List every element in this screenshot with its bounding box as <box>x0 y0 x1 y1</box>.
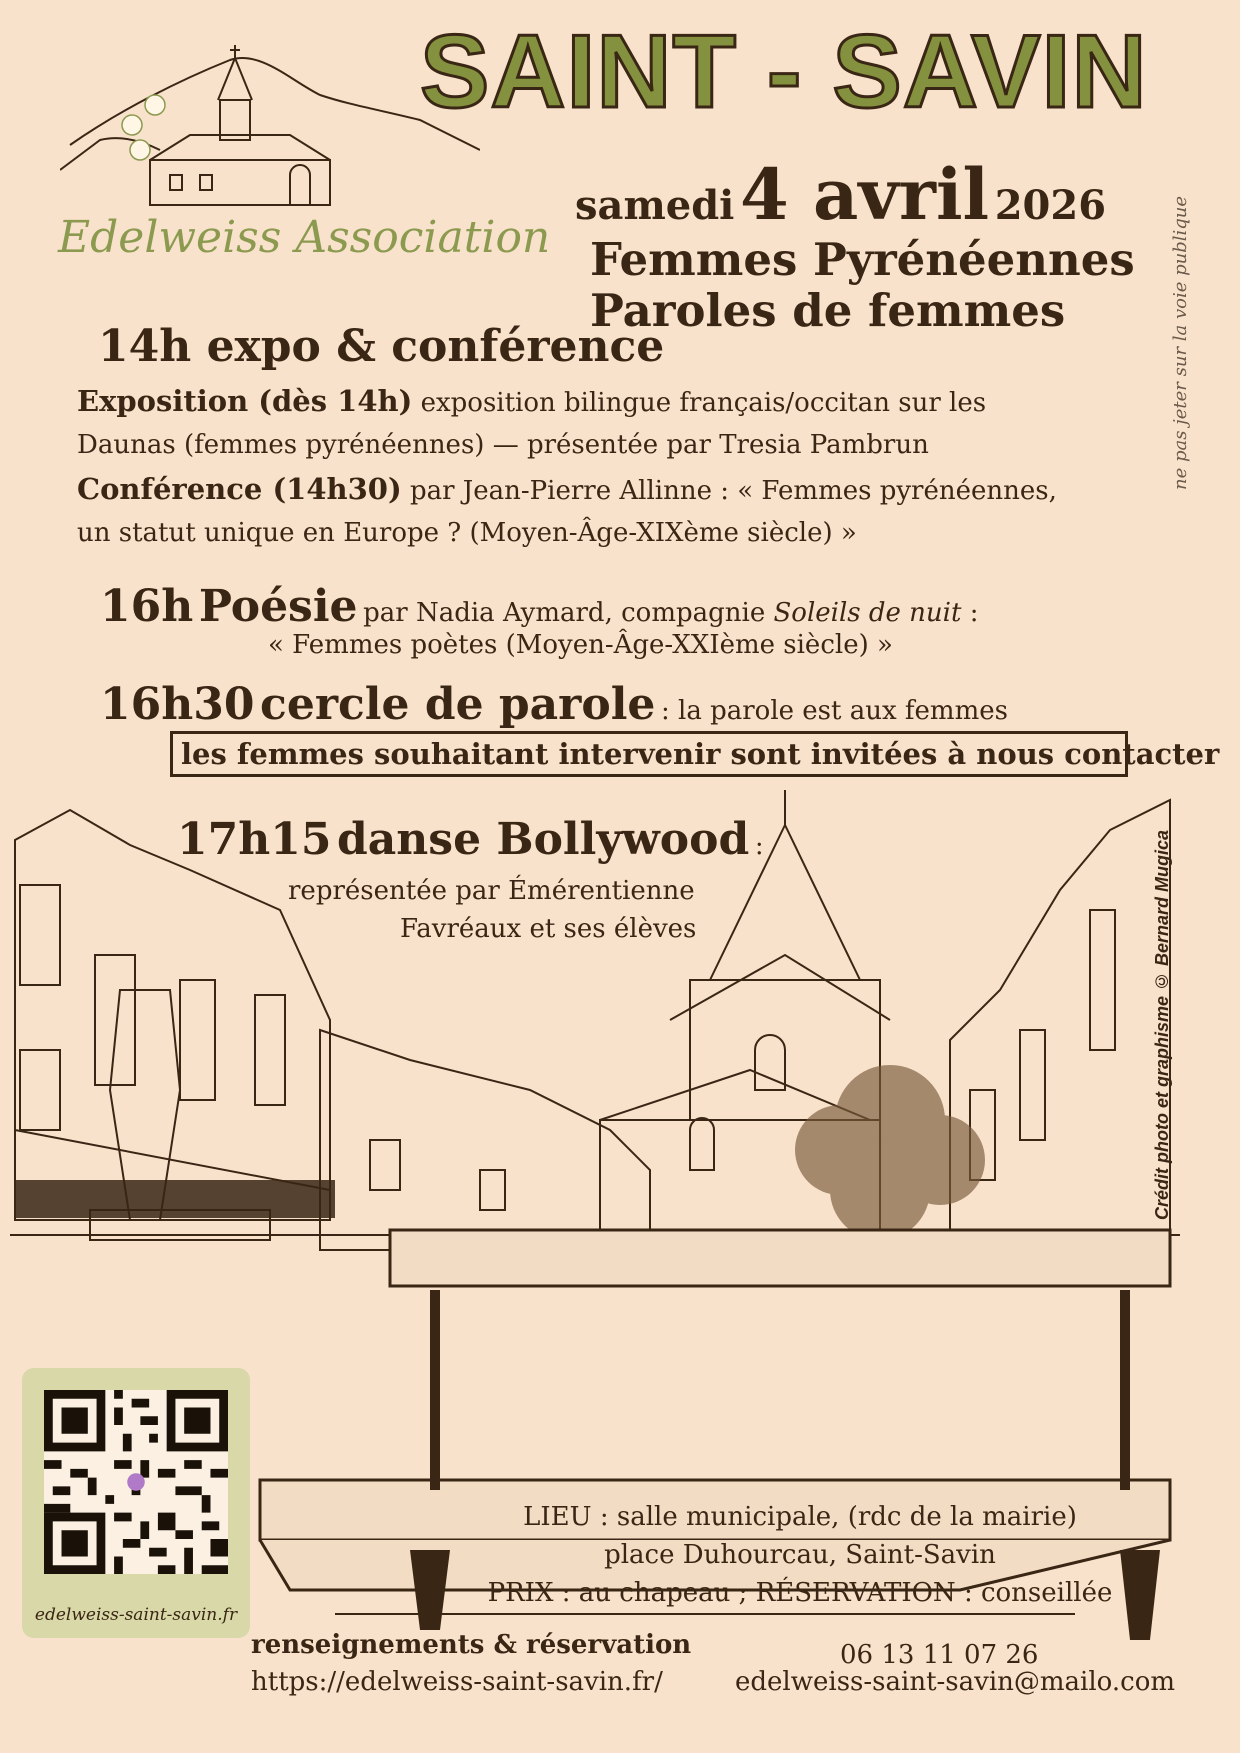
section-16h-time: 16h <box>100 581 194 632</box>
info-label: renseignements & réservation <box>251 1630 692 1660</box>
subtitle-1: Femmes Pyrénéennes <box>590 233 1135 286</box>
poesie-company: Soleils de nuit <box>773 598 962 628</box>
section-16h30-text: : la parole est aux femmes <box>661 696 1008 726</box>
conf-line-1 <box>77 472 1057 506</box>
phone-number[interactable]: 06 13 11 07 26 <box>840 1640 1039 1670</box>
conf-text-2: un statut unique en Europe ? (Moyen-Âge-XIXème siècle) » <box>77 518 857 548</box>
section-14h-title: expo & conférence <box>206 321 665 372</box>
poesie-by: par Nadia Aymard, compagnie <box>363 598 766 628</box>
photo-credit: Crédit photo et graphisme © Bernard Mugica <box>1152 829 1172 1220</box>
event-date <box>575 153 1107 236</box>
poesie-subtitle: « Femmes poètes (Moyen-Âge-XXIème siècle) » <box>268 630 893 660</box>
section-16h-text <box>363 598 978 628</box>
email-link[interactable]: edelweiss-saint-savin@mailo.com <box>735 1667 1176 1697</box>
section-16h <box>100 581 979 632</box>
subtitle-2: Paroles de femmes <box>590 284 1066 337</box>
venue-line-1: LIEU : salle municipale, (rdc de la mairie) <box>523 1502 1077 1532</box>
section-14h-time: 14h <box>98 321 192 372</box>
page-title: SAINT - SAVIN <box>420 14 1148 130</box>
conf-label: Conférence (14h30) <box>77 472 402 506</box>
qr-code-panel[interactable] <box>22 1368 250 1638</box>
section-17h15 <box>177 814 764 865</box>
expo-label: Exposition (dès 14h) <box>77 384 413 418</box>
venue-line-2: place Duhourcau, Saint-Savin <box>604 1540 996 1570</box>
dance-text-2: Favréaux et ses élèves <box>400 914 697 944</box>
section-16h30-title: cercle de parole <box>260 679 656 730</box>
section-17h15-time: 17h15 <box>177 814 332 865</box>
expo-line-1 <box>77 384 987 418</box>
section-17h15-colon: : <box>754 831 764 861</box>
date-day-month: 4 avril <box>739 153 990 236</box>
association-name: Edelweiss Association <box>58 212 551 263</box>
section-16h30-time: 16h30 <box>100 679 255 730</box>
side-note: ne pas jeter sur la voie publique <box>1170 195 1191 490</box>
contact-invitation-box: les femmes souhaitant intervenir sont invitées à nous contacter <box>170 731 1128 777</box>
expo-text-1: exposition bilingue français/occitan sur les <box>420 388 987 418</box>
poesie-colon: : <box>969 598 979 628</box>
section-16h-title: Poésie <box>198 581 358 632</box>
expo-text-2: Daunas (femmes pyrénéennes) — présentée par Tresia Pambrun <box>77 430 929 460</box>
date-weekday: samedi <box>575 182 735 229</box>
conf-text-1: par Jean-Pierre Allinne : « Femmes pyrénéennes, <box>409 476 1057 506</box>
website-link[interactable]: https://edelweiss-saint-savin.fr/ <box>251 1667 663 1697</box>
divider <box>335 1613 1075 1615</box>
venue-line-3: PRIX : au chapeau ; RÉSERVATION : conseillée <box>487 1578 1113 1608</box>
dance-text-1: représentée par Émérentienne <box>288 876 695 906</box>
section-16h30 <box>100 679 1008 730</box>
section-17h15-title: danse Bollywood <box>337 814 750 865</box>
date-year: 2026 <box>994 182 1107 229</box>
logo-church-sketch <box>60 40 480 210</box>
venue-info <box>470 1498 1130 1612</box>
section-14h <box>98 321 665 372</box>
qr-code[interactable] <box>44 1390 228 1574</box>
qr-caption: edelweiss-saint-savin.fr <box>34 1605 238 1625</box>
